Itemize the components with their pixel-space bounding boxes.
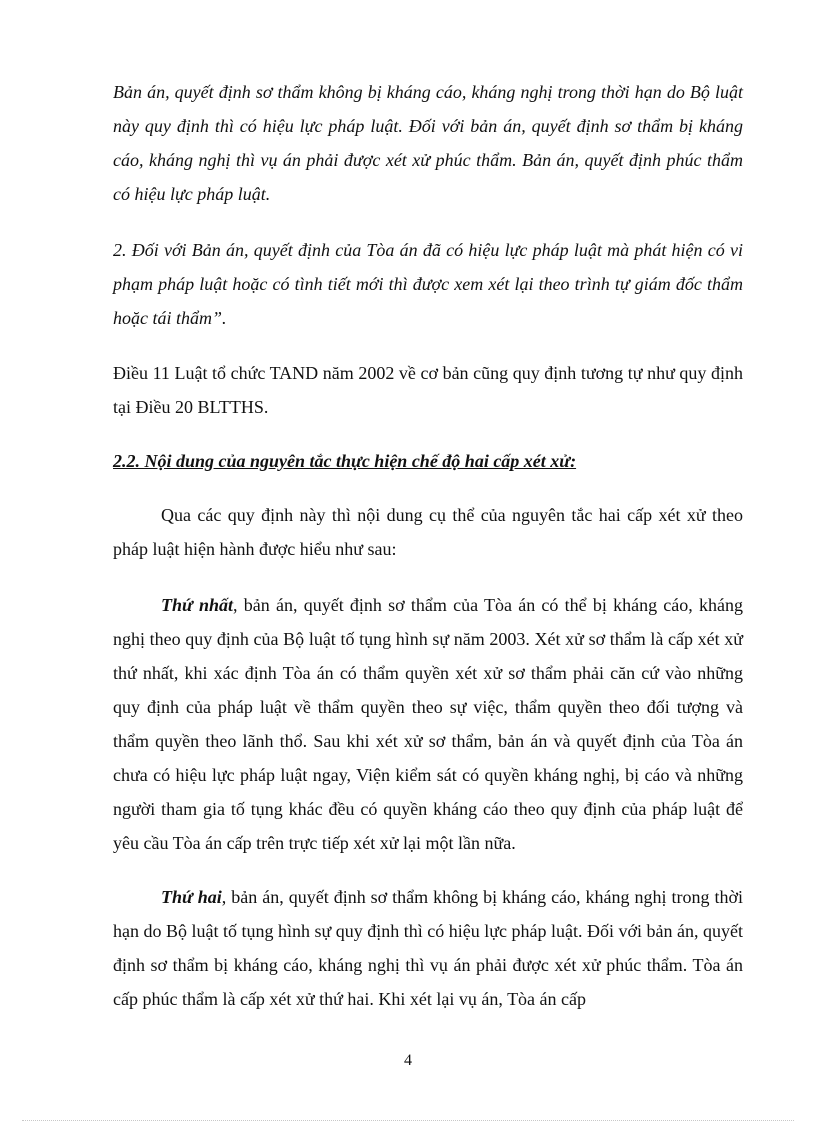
- paragraph-dieu-11: Điều 11 Luật tổ chức TAND năm 2002 về cơ bản cũng quy định tương tự như quy định tại Điều 20 BLTTHS.: [113, 363, 743, 417]
- paragraph-thu-nhat: [113, 588, 743, 860]
- paragraph-intro: Qua các quy định này thì nội dung cụ thể của nguyên tắc hai cấp xét xử theo pháp luật hiện hành được hiểu như sau:: [113, 505, 743, 559]
- paragraph-body-thu-hai: , bản án, quyết định sơ thẩm không bị kháng cáo, kháng nghị trong thời hạn do Bộ luật tố tụng hình sự quy định thì có hiệu lực pháp luật. Đối với bản án, quyết định sơ thẩm bị kháng cáo, kháng nghị thì vụ án phải được xét xử phúc thẩm. Tòa án cấp phúc thẩm là cấp xét xử thứ hai. Khi xét lại vụ án, Tòa án cấp: [113, 887, 743, 1009]
- section-heading: 2.2. Nội dung của nguyên tắc thực hiện chế độ hai cấp xét xử:: [113, 451, 577, 471]
- page-number: 4: [404, 1052, 412, 1069]
- page-bottom-divider: [22, 1120, 794, 1121]
- quote-paragraph-1: Bản án, quyết định sơ thẩm không bị kháng cáo, kháng nghị trong thời hạn do Bộ luật này quy định thì có hiệu lực pháp luật. Đối với bản án, quyết định sơ thẩm bị kháng cáo, kháng nghị thì vụ án phải được xét xử phúc thẩm. Bản án, quyết định phúc thẩm có hiệu lực pháp luật.: [113, 82, 743, 204]
- paragraph-lead-thu-nhat: Thứ nhất: [161, 595, 234, 615]
- quote-paragraph-2: 2. Đối với Bản án, quyết định của Tòa án đã có hiệu lực pháp luật mà phát hiện có vi phạm pháp luật hoặc có tình tiết mới thì được xem xét lại theo trình tự giám đốc thẩm hoặc tái thẩm”.: [113, 240, 743, 328]
- paragraph-thu-hai: [113, 880, 743, 1016]
- paragraph-lead-thu-hai: Thứ hai: [161, 887, 222, 907]
- paragraph-body-thu-nhat: , bản án, quyết định sơ thẩm của Tòa án có thể bị kháng cáo, kháng nghị theo quy định của Bộ luật tố tụng hình sự năm 2003. Xét xử sơ thẩm là cấp xét xử thứ nhất, khi xác định Tòa án có thẩm quyền xét xử sơ thẩm phải căn cứ vào những quy định của pháp luật về thẩm quyền theo sự việc, thẩm quyền theo đối tượng và thẩm quyền theo lãnh thổ. Sau khi xét xử sơ thẩm, bản án và quyết định của Tòa án chưa có hiệu lực pháp luật ngay, Viện kiểm sát có quyền kháng nghị, bị cáo và những người tham gia tố tụng khác đều có quyền kháng cáo theo quy định của pháp luật để yêu cầu Tòa án cấp trên trực tiếp xét xử lại một lần nữa.: [113, 595, 743, 853]
